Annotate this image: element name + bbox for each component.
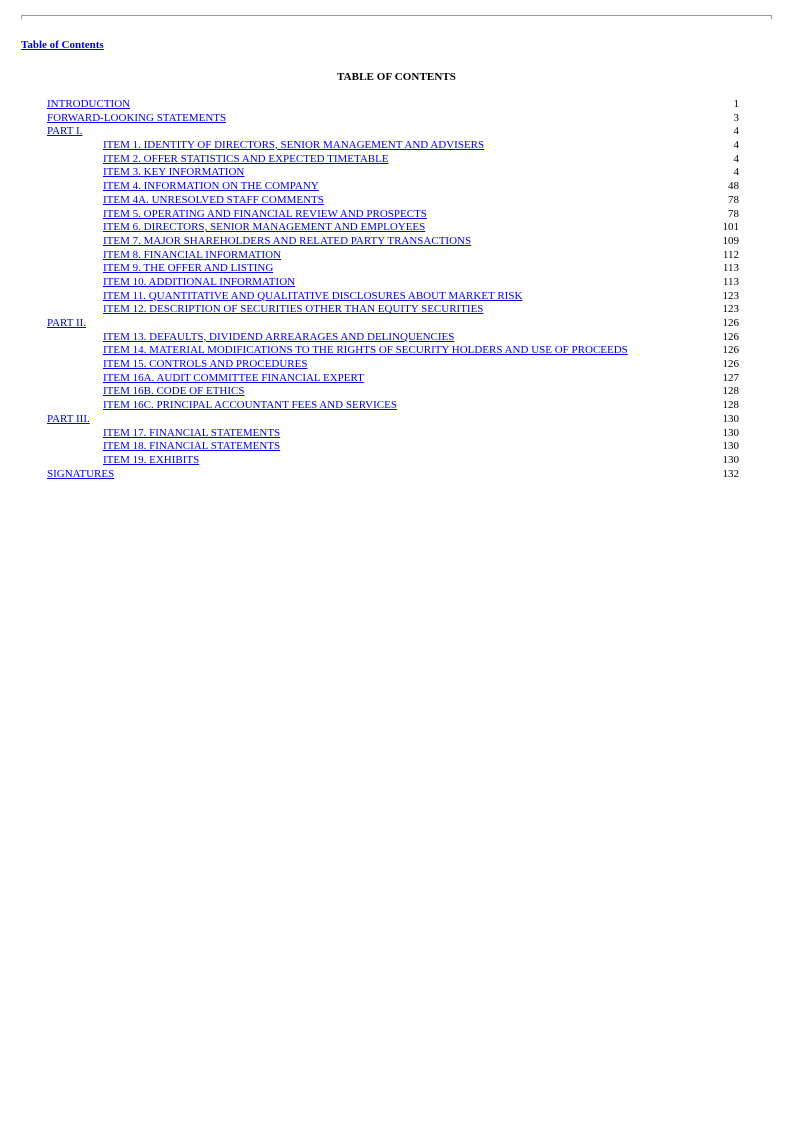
table-of-contents-link[interactable]: Table of Contents [21, 39, 104, 51]
toc-entry-page-number: 123 [722, 303, 739, 316]
toc-entry-link[interactable]: FORWARD-LOOKING STATEMENTS [47, 111, 227, 124]
toc-entry [47, 276, 739, 290]
toc-entry-link[interactable]: ITEM 16A. AUDIT COMMITTEE FINANCIAL EXPERT [103, 371, 364, 384]
toc-entry [47, 344, 739, 358]
toc-entry [47, 303, 739, 317]
toc-entry-link[interactable]: INTRODUCTION [47, 98, 131, 110]
toc-entry-link[interactable]: ITEM 9. THE OFFER AND LISTING [103, 262, 274, 275]
toc-entry-page-number: 109 [722, 234, 739, 247]
toc-entry [47, 153, 739, 167]
toc-entry [47, 235, 739, 249]
toc-entry-page-number: 3 [733, 111, 739, 124]
toc-entry-page-number: 130 [722, 412, 739, 425]
toc-entry [47, 290, 739, 304]
toc-entry-link[interactable]: ITEM 7. MAJOR SHAREHOLDERS AND RELATED PARTY TRANSACTIONS [103, 234, 472, 247]
toc-entry-link[interactable]: ITEM 6. DIRECTORS, SENIOR MANAGEMENT AND EMPLOYEES [103, 221, 426, 234]
toc-entry-page-number: 130 [722, 453, 739, 466]
toc-entry [47, 331, 739, 345]
toc-entry-page-number: 126 [722, 330, 739, 343]
toc-entry-link[interactable]: ITEM 11. QUANTITATIVE AND QUALITATIVE DISCLOSURES ABOUT MARKET RISK [103, 289, 523, 302]
toc-entry-link[interactable]: ITEM 5. OPERATING AND FINANCIAL REVIEW AND PROSPECTS [103, 207, 427, 220]
toc-entry-page-number: 1 [733, 98, 739, 110]
toc-list [47, 98, 739, 481]
toc-entry-link[interactable]: PART I. [47, 125, 83, 138]
toc-entry-link[interactable]: ITEM 2. OFFER STATISTICS AND EXPECTED TIMETABLE [103, 152, 389, 165]
toc-entry-page-number: 112 [722, 248, 739, 261]
toc-entry [47, 166, 739, 180]
toc-entry-page-number: 4 [733, 139, 739, 152]
toc-entry-page-number: 128 [722, 399, 739, 412]
toc-entry-page-number: 78 [728, 207, 739, 220]
toc-entry-link[interactable]: ITEM 3. KEY INFORMATION [103, 166, 245, 179]
toc-entry-page-number: 130 [722, 426, 739, 439]
toc-entry [47, 454, 739, 468]
toc-entry [47, 427, 739, 441]
toc-entry-link[interactable]: ITEM 10. ADDITIONAL INFORMATION [103, 275, 296, 288]
toc-entry [47, 440, 739, 454]
toc-entry [47, 413, 739, 427]
toc-entry [47, 98, 739, 112]
toc-entry [47, 385, 739, 399]
toc-entry-page-number: 78 [728, 193, 739, 206]
toc-entry-link[interactable]: ITEM 4. INFORMATION ON THE COMPANY [103, 180, 319, 193]
toc-entry [47, 125, 739, 139]
toc-entry-page-number: 128 [722, 385, 739, 398]
page-top-rule [21, 15, 772, 19]
toc-entry-link[interactable]: ITEM 19. EXHIBITS [103, 453, 200, 466]
toc-entry-link[interactable]: ITEM 18. FINANCIAL STATEMENTS [103, 440, 281, 453]
toc-entry [47, 249, 739, 263]
toc-entry-link[interactable]: PART III. [47, 412, 90, 425]
toc-entry-link[interactable]: ITEM 4A. UNRESOLVED STAFF COMMENTS [103, 193, 324, 206]
toc-entry [47, 358, 739, 372]
toc-entry [47, 221, 739, 235]
toc-entry-link[interactable]: ITEM 1. IDENTITY OF DIRECTORS, SENIOR MANAGEMENT AND ADVISERS [103, 139, 485, 152]
toc-entry [47, 399, 739, 413]
toc-entry-link[interactable]: ITEM 8. FINANCIAL INFORMATION [103, 248, 282, 261]
toc-entry-page-number: 126 [722, 344, 739, 357]
toc-title: TABLE OF CONTENTS [336, 71, 457, 83]
toc-entry [47, 317, 739, 331]
toc-entry-link[interactable]: ITEM 15. CONTROLS AND PROCEDURES [103, 358, 308, 371]
toc-entry [47, 372, 739, 386]
toc-entry-page-number: 113 [722, 275, 739, 288]
toc-entry-page-number: 4 [733, 152, 739, 165]
toc-entry [47, 194, 739, 208]
toc-entry-page-number: 130 [722, 440, 739, 453]
toc-entry-page-number: 123 [722, 289, 739, 302]
toc-entry [47, 262, 739, 276]
toc-entry [47, 112, 739, 126]
toc-entry-link[interactable]: PART II. [47, 317, 87, 329]
toc-entry-link[interactable]: SIGNATURES [47, 467, 115, 480]
toc-entry-page-number: 48 [728, 180, 739, 193]
toc-entry-link[interactable]: ITEM 16C. PRINCIPAL ACCOUNTANT FEES AND SERVICES [103, 399, 397, 412]
toc-entry [47, 180, 739, 194]
toc-entry [47, 208, 739, 222]
toc-entry-link[interactable]: ITEM 14. MATERIAL MODIFICATIONS TO THE RIGHTS OF SECURITY HOLDERS AND USE OF PROCEEDS [103, 344, 628, 357]
toc-entry-link[interactable]: ITEM 17. FINANCIAL STATEMENTS [103, 426, 281, 439]
toc-entry [47, 468, 739, 482]
toc-entry-page-number: 113 [722, 262, 739, 275]
toc-entry-page-number: 126 [722, 317, 739, 329]
toc-entry-page-number: 4 [733, 166, 739, 179]
toc-entry-page-number: 126 [722, 358, 739, 371]
toc-entry-page-number: 101 [722, 221, 739, 234]
toc-entry-page-number: 132 [722, 467, 739, 480]
toc-entry-page-number: 127 [722, 371, 739, 384]
toc-entry-link[interactable]: ITEM 16B. CODE OF ETHICS [103, 385, 245, 398]
toc-entry-page-number: 4 [733, 125, 739, 138]
toc-entry-link[interactable]: ITEM 12. DESCRIPTION OF SECURITIES OTHER THAN EQUITY SECURITIES [103, 303, 484, 316]
toc-entry [47, 139, 739, 153]
toc-entry-link[interactable]: ITEM 13. DEFAULTS, DIVIDEND ARREARAGES AND DELINQUENCIES [103, 330, 455, 343]
